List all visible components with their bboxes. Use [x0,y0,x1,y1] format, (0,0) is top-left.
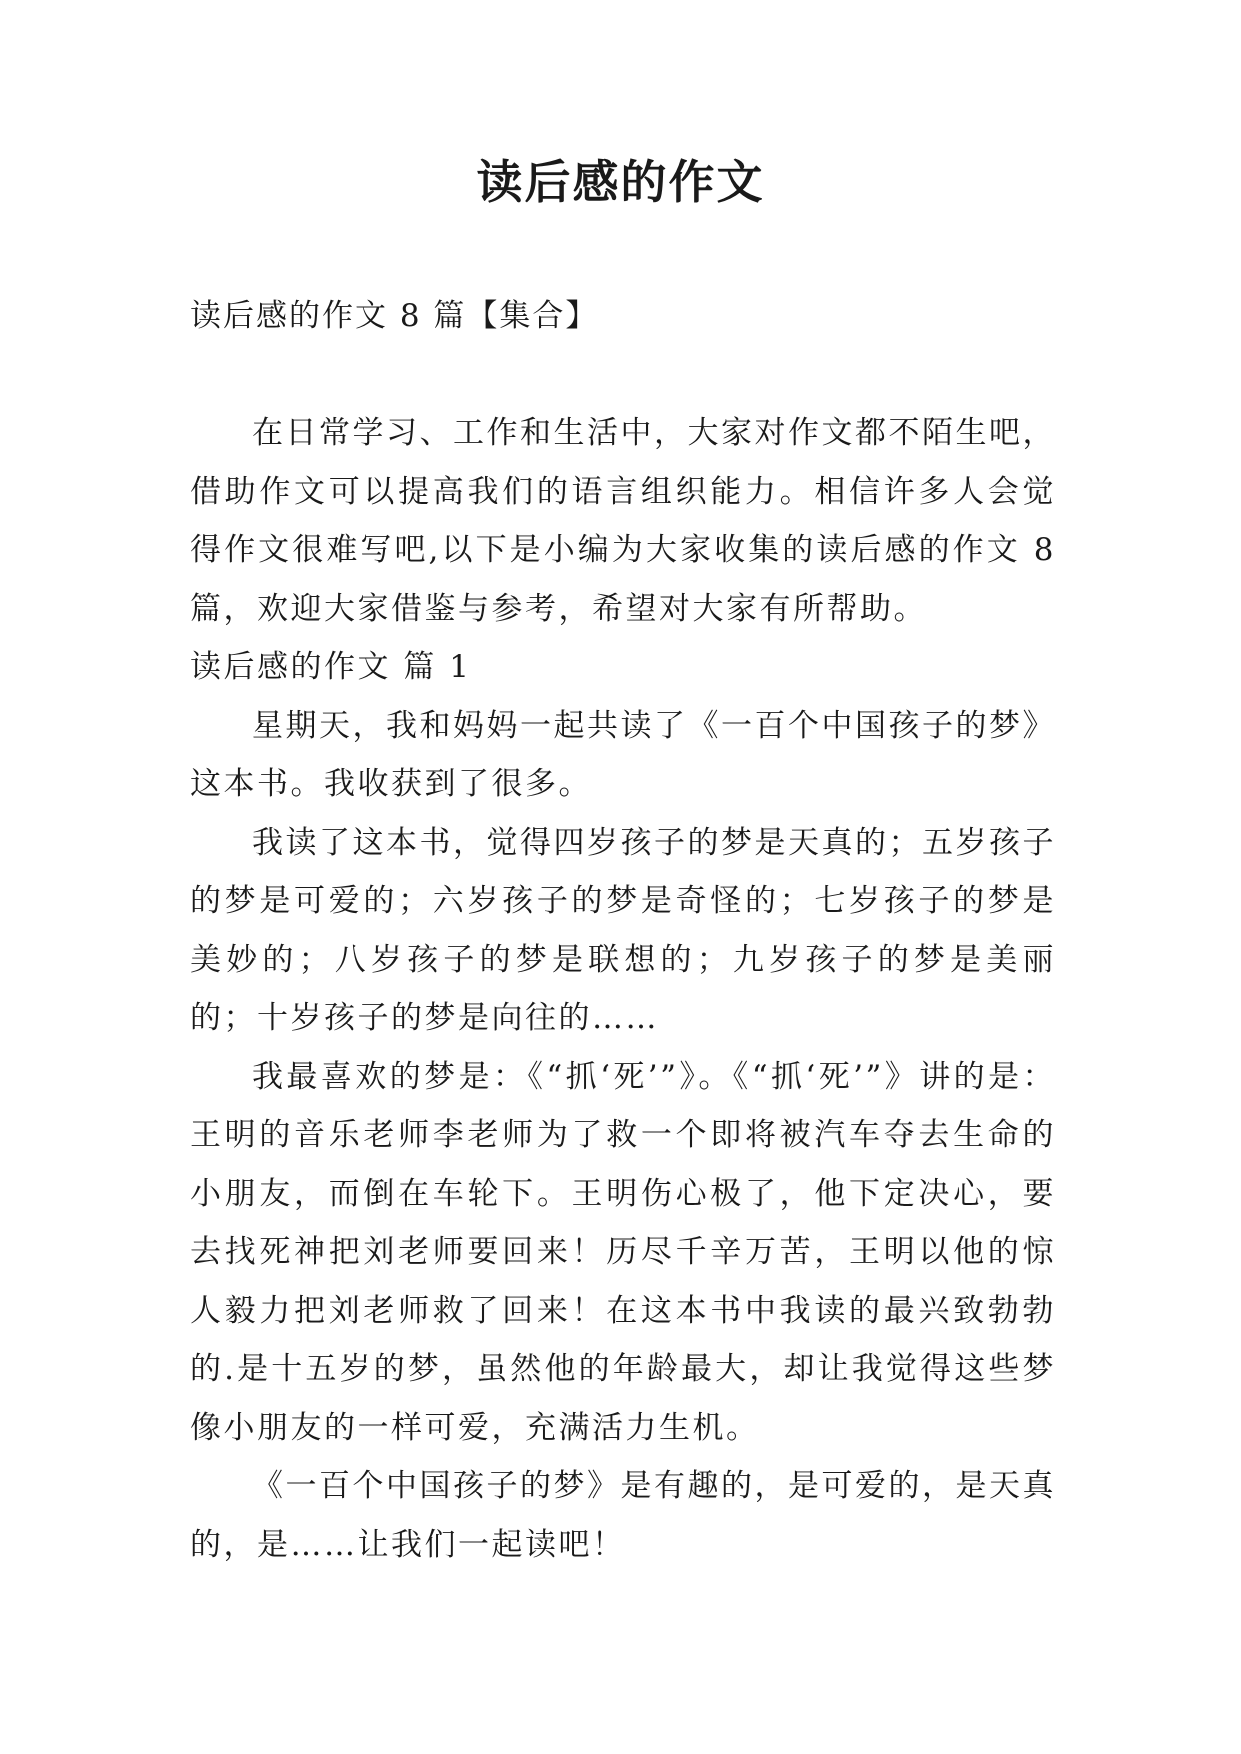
body-paragraph: 星期天，我和妈妈一起共读了《一百个中国孩子的梦》这本书。我收获到了很多。 [190,707,1056,802]
intro-paragraph: 在日常学习、工作和生活中，大家对作文都不陌生吧，借助作文可以提高我们的语言组织能力。相信许多人会觉得作文很难写吧,以下是小编为大家收集的读后感的作文 8 篇，欢迎大家借鉴与参考，希望对大家有所帮助。 [190,415,1056,627]
body-paragraph: 我最喜欢的梦是：《“抓‘死’”》。《“抓‘死’”》讲的是：王明的音乐老师李老师为了救一个即将被汽车夺去生命的小朋友，而倒在车轮下。王明伤心极了，他下定决心，要去找死神把刘老师要回来！历尽千辛万苦，王明以他的惊人毅力把刘老师救了回来！在这本书中我读的最兴致勃勃的.是十五岁的梦，虽然他的年龄最大，却让我觉得这些梦像小朋友的一样可爱，充满活力生机。 [190,1058,1056,1446]
body-paragraph: 《一百个中国孩子的梦》是有趣的，是可爱的，是天真的，是……让我们一起读吧！ [190,1468,1056,1563]
document-subtitle: 读后感的作文 8 篇【集合】 [190,298,599,334]
body-paragraph: 我读了这本书，觉得四岁孩子的梦是天真的；五岁孩子的梦是可爱的；六岁孩子的梦是奇怪的；七岁孩子的梦是美妙的；八岁孩子的梦是联想的；九岁孩子的梦是美丽的；十岁孩子的梦是向往的…… [190,824,1056,1036]
document-body [190,404,1056,1574]
section-heading: 读后感的作文 篇 1 [190,649,472,685]
document-title: 读后感的作文 [476,155,765,209]
